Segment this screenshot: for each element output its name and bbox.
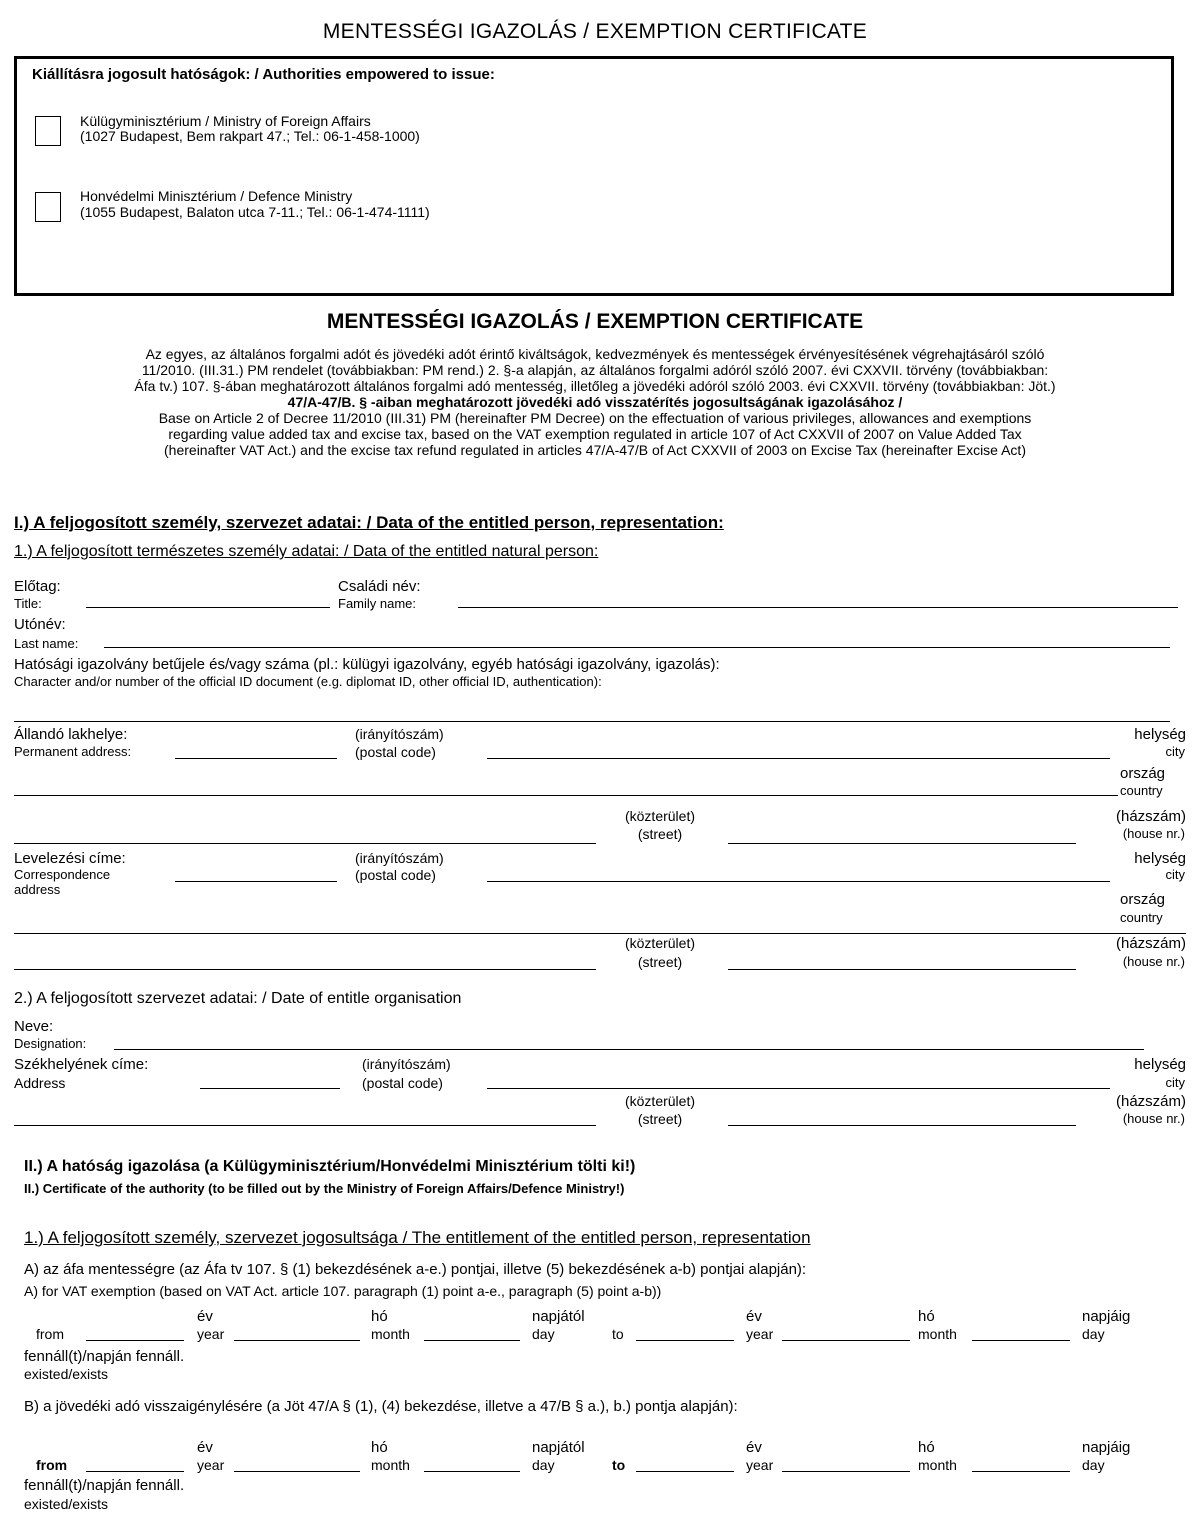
title-label-hu: Előtag:: [14, 578, 61, 595]
month-label-hu: hó: [918, 1308, 935, 1325]
excise-from-field[interactable]: [86, 1471, 184, 1472]
year-label-en: year: [197, 1326, 225, 1342]
id-document-field[interactable]: [14, 721, 1170, 722]
year-label-en: year: [197, 1457, 225, 1473]
city-label-hu: helység: [1134, 850, 1186, 867]
city-label-hu: helység: [1134, 726, 1186, 743]
excise-to-month-field[interactable]: [972, 1471, 1070, 1472]
year-label-hu: év: [746, 1439, 762, 1456]
day-from-label-hu: napjától: [532, 1308, 585, 1325]
org-house-field[interactable]: [728, 1125, 1076, 1126]
org-city-field[interactable]: [487, 1088, 1110, 1089]
month-label-hu: hó: [918, 1439, 935, 1456]
family-name-field[interactable]: [458, 607, 1178, 608]
house-label-en: (house nr.): [1122, 954, 1185, 969]
month-label-en: month: [371, 1457, 410, 1473]
postal-label-en: (postal code): [362, 1075, 443, 1091]
excise-to-year-field[interactable]: [782, 1471, 910, 1472]
day-label-en: day: [532, 1457, 555, 1473]
perm-postal-field[interactable]: [175, 758, 337, 759]
excise-from-month-field[interactable]: [424, 1471, 520, 1472]
vat-label-hu: A) az áfa mentességre (az Áfa tv 107. § (1) bekezdésének a-e.) pontjai, illetve (5) bekezdésének a-b) pontjai alapján):: [24, 1261, 807, 1278]
intro-line: Az egyes, az általános forgalmi adót és jövedéki adót érintő kiváltságok, kedvezmények és mentességek érvényesítésének végrehajtásáról szóló: [145, 346, 1045, 362]
vat-to-year-field[interactable]: [782, 1340, 910, 1341]
city-label-en: city: [1165, 867, 1185, 882]
org-designation-field[interactable]: [114, 1049, 1144, 1050]
perm-house-field[interactable]: [728, 843, 1076, 844]
year-label-hu: év: [197, 1308, 213, 1325]
authorities-heading: Kiállításra jogosult hatóságok: / Authorities empowered to issue:: [32, 66, 495, 83]
vat-to-field[interactable]: [636, 1340, 734, 1341]
family-label-hu: Családi név:: [338, 578, 421, 595]
section2-heading: II.) A hatóság igazolása (a Külügyminisztérium/Honvédelmi Minisztérium tölti ki!): [24, 1158, 636, 1175]
authorities-box: [14, 56, 1174, 296]
perm-country-field[interactable]: [14, 795, 1118, 796]
intro-line: 47/A-47/B. § -aiban meghatározott jövedéki adó visszatérítés jogosultságának igazolásához /: [287, 394, 903, 410]
corr-country-field[interactable]: [14, 933, 1186, 934]
top-title: MENTESSÉGI IGAZOLÁS / EXEMPTION CERTIFICATE: [322, 20, 868, 43]
city-label-en: city: [1165, 1075, 1185, 1090]
corr-label-hu: Levelezési címe:: [14, 850, 126, 867]
excise-to-field[interactable]: [636, 1471, 734, 1472]
authority-address: (1055 Budapest, Balaton utca 7-11.; Tel.: 06-1-474-1111): [80, 204, 430, 220]
month-label-hu: hó: [371, 1308, 388, 1325]
city-label-en: city: [1165, 744, 1185, 759]
postal-label-hu: (irányítószám): [355, 850, 444, 866]
corr-label-en: Correspondence: [14, 867, 111, 882]
section1-heading: I.) A feljogosított személy, szervezet adatai: / Data of the entitled person, representation:: [14, 513, 724, 532]
title-label-en: Title:: [14, 596, 42, 611]
excise-label-hu: B) a jövedéki adó visszaigénylésére (a Jöt 47/A § (1), (4) bekezdése, illetve a 47/B § a.), b.) pontja alapján):: [24, 1398, 738, 1415]
year-label-en: year: [746, 1457, 774, 1473]
day-from-label-hu: napjától: [532, 1439, 585, 1456]
perm-city-field[interactable]: [487, 758, 1110, 759]
title-field[interactable]: [86, 607, 330, 608]
from-label: from: [36, 1457, 68, 1473]
country-label-en: country: [1120, 783, 1163, 798]
exists-label-hu: fennáll(t)/napján fennáll.: [24, 1477, 185, 1494]
last-label-hu: Utónév:: [14, 616, 66, 633]
seat-label-hu: Székhelyének címe:: [14, 1056, 149, 1073]
perm-label-en: Permanent address:: [14, 744, 132, 759]
street-label-en: (street): [637, 954, 683, 970]
year-label-hu: év: [197, 1439, 213, 1456]
month-label-en: month: [918, 1457, 957, 1473]
vat-from-month-field[interactable]: [424, 1340, 520, 1341]
street-label-en: (street): [637, 826, 683, 842]
id-label-en: Character and/or number of the official ID document (e.g. diplomat ID, other official ID, authentication):: [14, 674, 602, 689]
street-label-hu: (közterület): [624, 935, 696, 951]
street-label-hu: (közterület): [624, 1093, 696, 1109]
day-label-en: day: [1082, 1326, 1105, 1342]
intro-line: (hereinafter VAT Act.) and the excise tax refund regulated in articles 47/A-47/B of Act CXXVII of 2003 on Excise Tax (hereinafter Excise Act): [164, 442, 1026, 458]
authority-address: (1027 Budapest, Bem rakpart 47.; Tel.: 06-1-458-1000): [80, 128, 420, 144]
corr-street-field[interactable]: [14, 969, 596, 970]
house-label-en: (house nr.): [1122, 1111, 1185, 1126]
postal-label-hu: (irányítószám): [355, 726, 444, 742]
to-label: to: [612, 1326, 624, 1342]
postal-label-en: (postal code): [355, 744, 436, 760]
month-label-en: month: [371, 1326, 410, 1342]
section2-sub1: 1.) A feljogosított személy, szervezet jogosultsága / The entitlement of the entitled person, representation: [24, 1228, 811, 1247]
vat-to-month-field[interactable]: [972, 1340, 1070, 1341]
city-label-hu: helység: [1134, 1056, 1186, 1073]
street-label-en: (street): [637, 1111, 683, 1127]
authority-name: Honvédelmi Minisztérium / Defence Ministry: [80, 188, 353, 204]
family-label-en: Family name:: [338, 596, 417, 611]
postal-label-hu: (irányítószám): [362, 1056, 451, 1072]
section2-heading-en: II.) Certificate of the authority (to be filled out by the Ministry of Foreign Affairs/Defence Ministry!): [24, 1181, 625, 1196]
year-label-hu: év: [746, 1308, 762, 1325]
intro-line: Áfa tv.) 107. §-ában meghatározott általános forgalmi adó mentesség, illetőleg a jövedéki adóról szóló 2003. évi CXXVII. törvény (továbbiakban: Jöt.): [134, 378, 1056, 394]
exists-label-en: existed/exists: [24, 1496, 109, 1512]
house-label-hu: (házszám): [1115, 808, 1186, 825]
name-label-hu: Neve:: [14, 1018, 54, 1035]
section1-sub2: 2.) A feljogosított szervezet adatai: / Date of entitle organisation: [14, 990, 462, 1007]
org-postal-field[interactable]: [200, 1088, 340, 1089]
last-name-field[interactable]: [104, 647, 1170, 648]
exists-label-hu: fennáll(t)/napján fennáll.: [24, 1348, 185, 1365]
postal-label-en: (postal code): [355, 867, 436, 883]
perm-street-field[interactable]: [14, 843, 596, 844]
house-label-hu: (házszám): [1115, 1093, 1186, 1110]
day-to-label-hu: napjáig: [1082, 1308, 1131, 1325]
country-label-hu: ország: [1120, 765, 1166, 782]
main-title: MENTESSÉGI IGAZOLÁS / EXEMPTION CERTIFICATE: [326, 310, 864, 333]
last-label-en: Last name:: [14, 636, 79, 651]
corr-city-field[interactable]: [487, 881, 1110, 882]
excise-from-year-field[interactable]: [234, 1471, 360, 1472]
name-label-en: Designation:: [14, 1036, 87, 1051]
from-label: from: [36, 1326, 64, 1342]
intro-line: 11/2010. (III.31.) PM rendelet (továbbiakban: PM rend.) 2. §-a alapján, az általános forgalmi adóról szóló 2007. évi CXXVII. törvény (továbbiakban:: [141, 362, 1049, 378]
id-label-hu: Hatósági igazolvány betűjele és/vagy száma (pl.: külügyi igazolvány, egyéb hatósági igazolvány, igazolás):: [14, 656, 720, 673]
vat-from-year-field[interactable]: [234, 1340, 360, 1341]
corr-label-en2: address: [14, 882, 61, 897]
exists-label-en: existed/exists: [24, 1366, 109, 1382]
day-label-en: day: [532, 1326, 555, 1342]
vat-label-en: A) for VAT exemption (based on VAT Act. article 107. paragraph (1) point a-e., paragraph (5) point a-b)): [24, 1283, 662, 1299]
intro-line: regarding value added tax and excise tax, based on the VAT exemption regulated in article 107 of Act CXXVII of 2007 on Value Added Tax: [168, 426, 1022, 442]
authority-name: Külügyminisztérium / Ministry of Foreign Affairs: [80, 113, 371, 129]
checkbox-ministry-foreign-affairs[interactable]: [35, 116, 61, 146]
corr-house-field[interactable]: [728, 969, 1076, 970]
day-to-label-hu: napjáig: [1082, 1439, 1131, 1456]
house-label-en: (house nr.): [1122, 826, 1185, 841]
to-label: to: [612, 1457, 626, 1473]
day-label-en: day: [1082, 1457, 1105, 1473]
section1-sub1: 1.) A feljogosított természetes személy adatai: / Data of the entitled natural person:: [14, 543, 599, 560]
intro-line: Base on Article 2 of Decree 11/2010 (III.31) PM (hereinafter PM Decree) on the effectuation of various privileges, allowances and exemptions: [158, 410, 1032, 426]
street-label-hu: (közterület): [624, 808, 696, 824]
perm-label-hu: Állandó lakhelye:: [14, 726, 128, 743]
vat-from-field[interactable]: [86, 1340, 184, 1341]
seat-label-en: Address: [14, 1075, 66, 1091]
corr-postal-field[interactable]: [175, 881, 337, 882]
org-street-field[interactable]: [14, 1125, 596, 1126]
house-label-hu: (házszám): [1115, 935, 1186, 952]
month-label-hu: hó: [371, 1439, 388, 1456]
country-label-en: country: [1120, 910, 1163, 925]
year-label-en: year: [746, 1326, 774, 1342]
month-label-en: month: [918, 1326, 957, 1342]
country-label-hu: ország: [1120, 891, 1166, 908]
checkbox-defence-ministry[interactable]: [35, 192, 61, 222]
